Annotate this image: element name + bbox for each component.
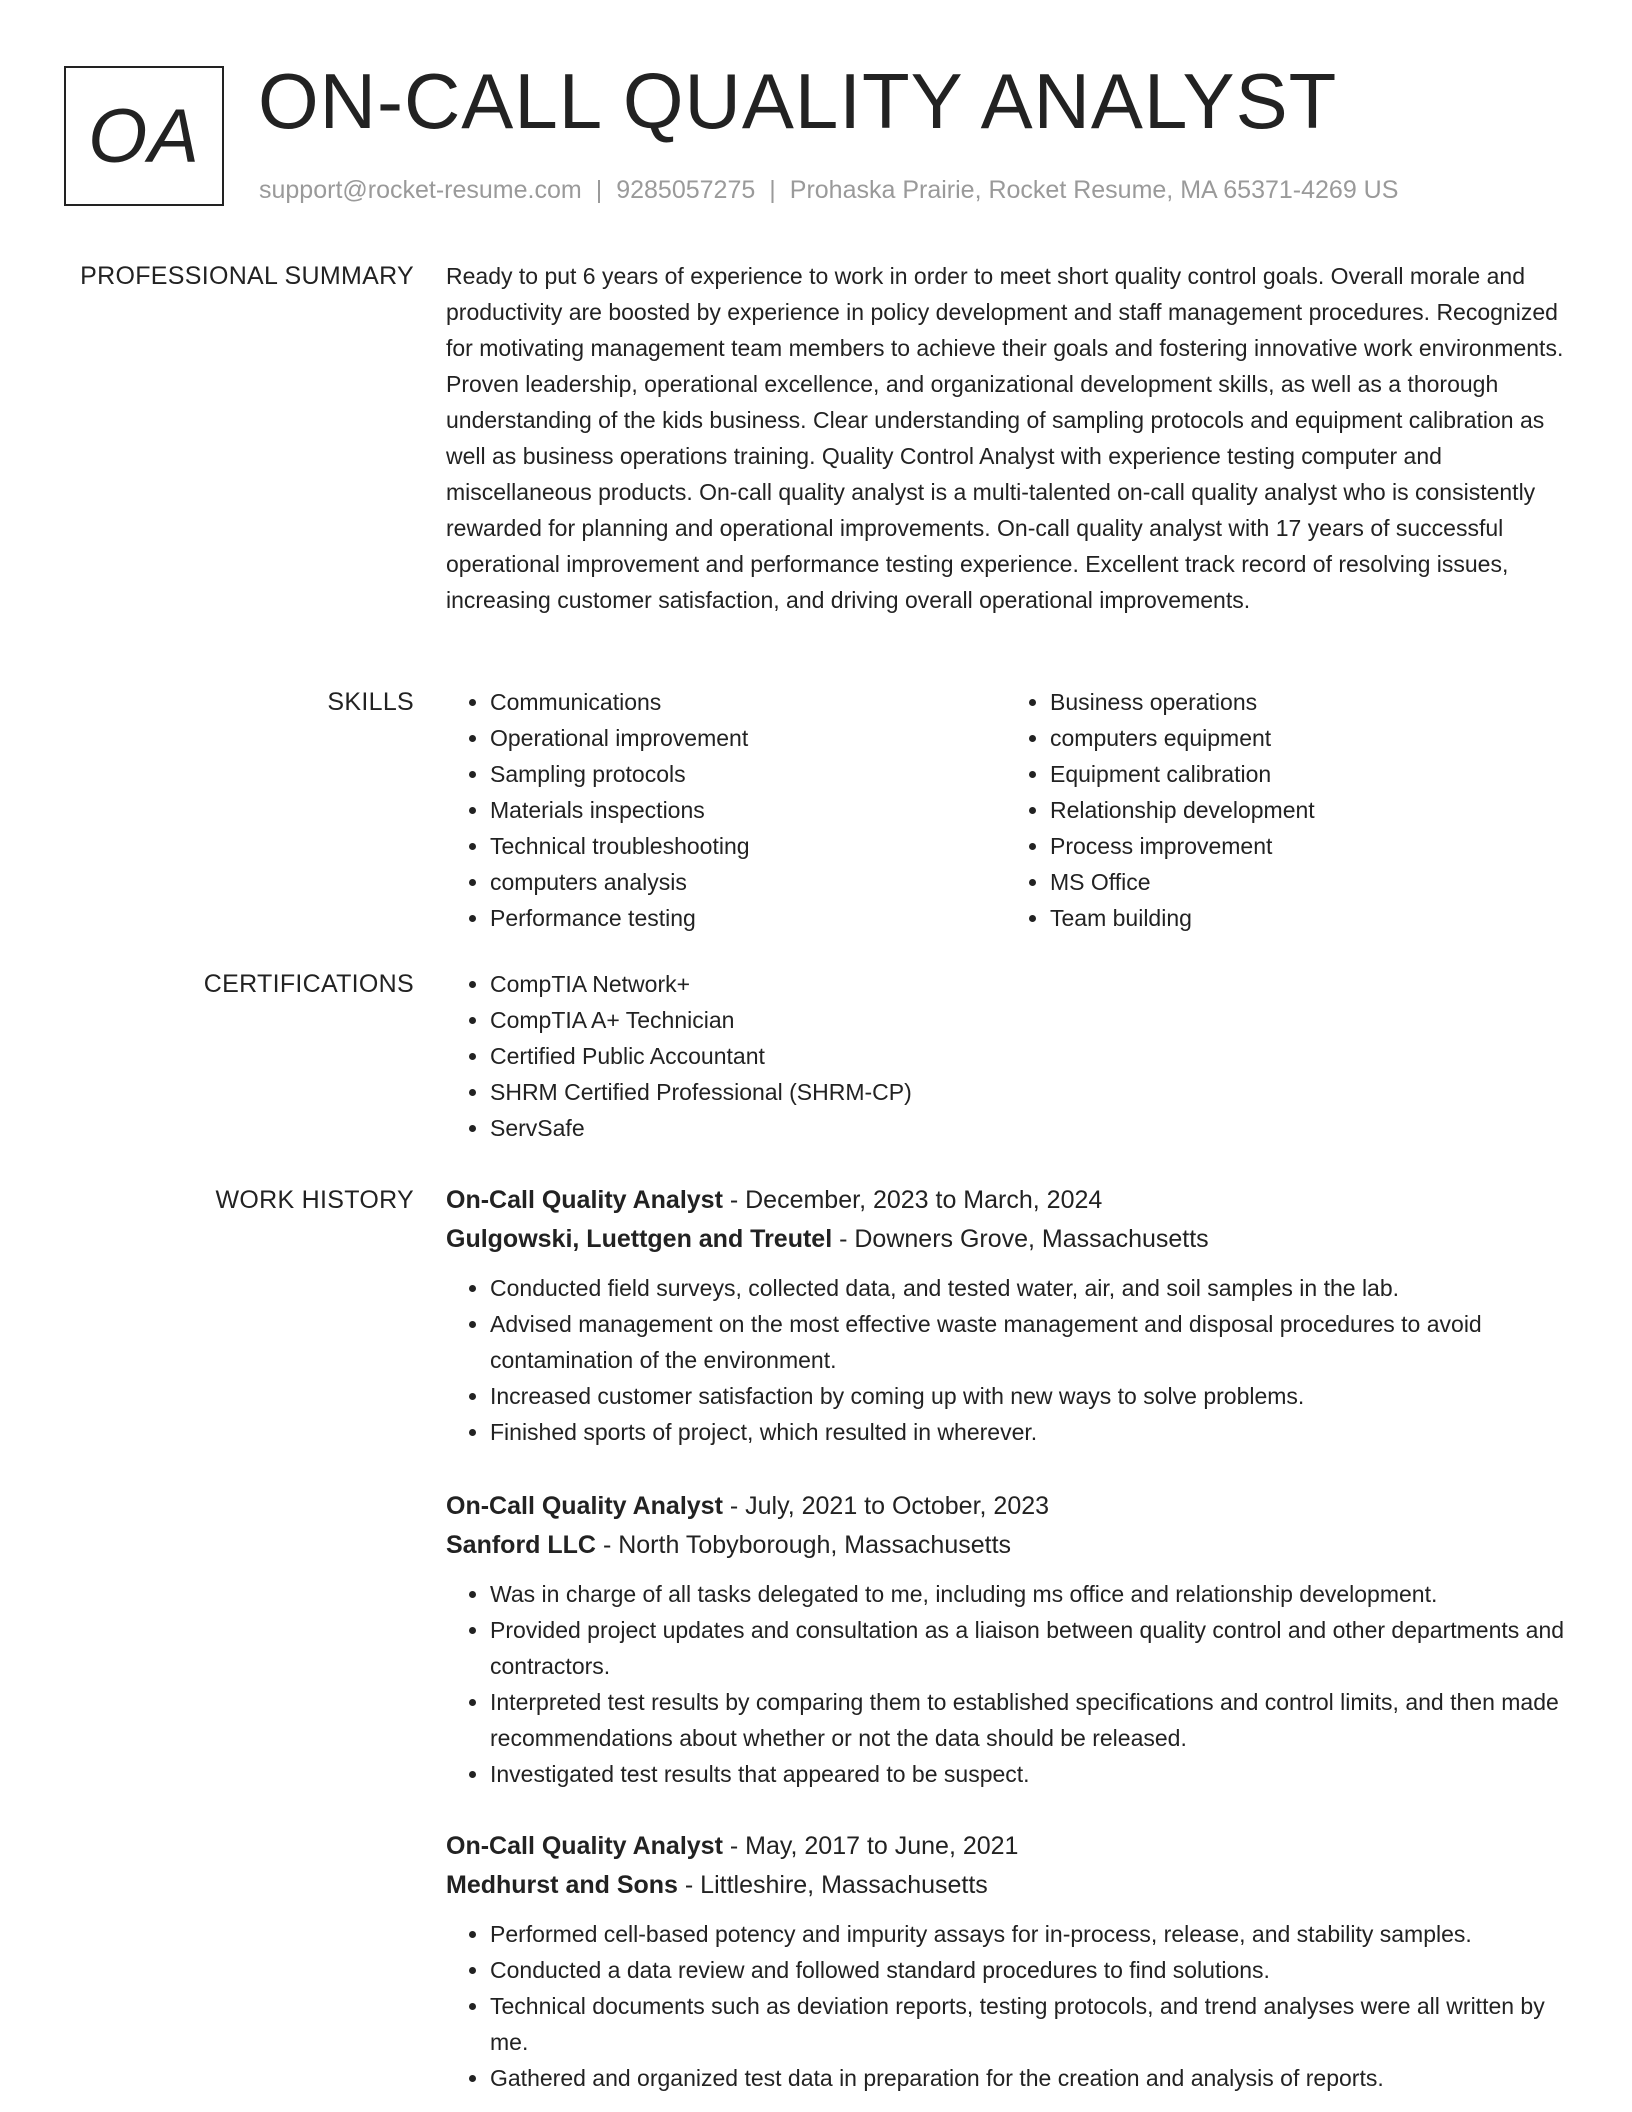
monogram-text: OA (88, 93, 200, 179)
job-entry (446, 1826, 1566, 2096)
contact-separator: | (769, 176, 776, 204)
skill-item: • MS Office (1050, 864, 1566, 900)
certification-item: • CompTIA A+ Technician (490, 1002, 1566, 1038)
skill-item: • Team building (1050, 900, 1566, 936)
job-dates: - July, 2021 to October, 2023 (722, 1492, 1050, 1520)
job-location: - North Tobyborough, Massachusetts (596, 1531, 1012, 1559)
monogram-logo (64, 66, 224, 206)
job-company: Sanford LLC (446, 1531, 596, 1559)
job-title: On-Call Quality Analyst (446, 1492, 723, 1520)
resume-name: ON-CALL QUALITY ANALYST (258, 57, 1338, 145)
contact-email[interactable]: support@rocket-resume.com (259, 176, 582, 204)
contact-phone[interactable]: 9285057275 (616, 176, 756, 204)
job-bullet: • Conducted field surveys, collected data, and tested water, air, and soil samples in the lab. (490, 1270, 1566, 1306)
job-location: - Downers Grove, Massachusetts (832, 1225, 1209, 1253)
skill-item: • Equipment calibration (1050, 756, 1566, 792)
skill-item: • computers analysis (490, 864, 1006, 900)
job-company: Medhurst and Sons (446, 1871, 678, 1899)
job-title: On-Call Quality Analyst (446, 1186, 723, 1214)
skill-item: • Operational improvement (490, 720, 1006, 756)
skills-list-right (1006, 684, 1566, 936)
job-bullet: • Advised management on the most effective waste management and disposal procedures to avoid contamination of the environment. (490, 1306, 1566, 1378)
job-bullet: • Increased customer satisfaction by coming up with new ways to solve problems. (490, 1378, 1566, 1414)
section-label-summary: PROFESSIONAL SUMMARY (80, 262, 414, 290)
contact-address: Prohaska Prairie, Rocket Resume, MA 65371-4269 US (789, 176, 1399, 204)
job-bullet: • Investigated test results that appeared to be suspect. (490, 1756, 1566, 1792)
job-bullet: • Conducted a data review and followed standard procedures to find solutions. (490, 1952, 1566, 1988)
job-bullet: • Interpreted test results by comparing them to established specifications and control limits, and then made recommendations about whether or not the data should be released. (490, 1684, 1566, 1756)
skills-content (446, 684, 1566, 936)
certifications-list (446, 966, 1566, 1146)
job-dates: - May, 2017 to June, 2021 (722, 1832, 1019, 1860)
section-label-certifications: CERTIFICATIONS (203, 970, 414, 998)
job-bullets (446, 1576, 1566, 1792)
contact-line (259, 172, 1398, 208)
job-bullet: • Finished sports of project, which resulted in wherever. (490, 1414, 1566, 1450)
job-bullets (446, 1270, 1566, 1450)
certification-item: • Certified Public Accountant (490, 1038, 1566, 1074)
job-bullet: • Was in charge of all tasks delegated to me, including ms office and relationship development. (490, 1576, 1566, 1612)
certification-item: • ServSafe (490, 1110, 1566, 1146)
job-entry (446, 1486, 1566, 1792)
job-dates: - December, 2023 to March, 2024 (722, 1186, 1103, 1214)
job-location: - Littleshire, Massachusetts (677, 1871, 988, 1899)
job-title-line (446, 1826, 1566, 1866)
job-bullet: • Provided project updates and consultation as a liaison between quality control and other departments and contractors. (490, 1612, 1566, 1684)
skill-item: • Materials inspections (490, 792, 1006, 828)
skill-item: • Relationship development (1050, 792, 1566, 828)
job-bullet: • Performed cell-based potency and impurity assays for in-process, release, and stability samples. (490, 1916, 1566, 1952)
summary-content (446, 258, 1566, 618)
job-company-line (446, 1866, 1566, 1904)
certification-item: • CompTIA Network+ (490, 966, 1566, 1002)
job-entry (446, 1180, 1566, 1450)
job-title-line (446, 1180, 1566, 1220)
skill-item: • Communications (490, 684, 1006, 720)
summary-text: Ready to put 6 years of experience to work in order to meet short quality control goals. Overall morale and productivity are boosted by experience in policy development and staff management procedures. Recognized for motivating management team members to achieve their goals and fostering innovative work environments. Proven leadership, operational excellence, and organizational development skills, as well as a thorough understanding of the kids business. Clear understanding of sampling protocols and equipment calibration as well as business operations training. Quality Control Analyst with experience testing computer and miscellaneous products. On-call quality analyst is a multi-talented on-call quality analyst who is consistently rewarded for planning and operational improvements. On-call quality analyst with 17 years of successful operational improvement and performance testing experience. Excellent track record of resolving issues, increasing customer satisfaction, and driving overall operational improvements. (446, 263, 1564, 613)
certifications-content (446, 966, 1566, 1146)
certification-item: • SHRM Certified Professional (SHRM-CP) (490, 1074, 1566, 1110)
skill-item: • Process improvement (1050, 828, 1566, 864)
skill-item: • Sampling protocols (490, 756, 1006, 792)
job-title-line (446, 1486, 1566, 1526)
skill-item: • computers equipment (1050, 720, 1566, 756)
skill-item: • Performance testing (490, 900, 1006, 936)
job-company-line (446, 1220, 1566, 1258)
skills-list-left (446, 684, 1006, 936)
section-label-work-history: WORK HISTORY (215, 1186, 414, 1214)
skill-item: • Business operations (1050, 684, 1566, 720)
contact-separator: | (595, 176, 603, 204)
job-bullet: • Gathered and organized test data in preparation for the creation and analysis of reports. (490, 2060, 1566, 2096)
section-label-skills: SKILLS (327, 688, 414, 716)
job-title: On-Call Quality Analyst (446, 1832, 723, 1860)
job-bullets (446, 1916, 1566, 2096)
job-company-line (446, 1526, 1566, 1564)
skill-item: • Technical troubleshooting (490, 828, 1006, 864)
job-bullet: • Technical documents such as deviation reports, testing protocols, and trend analyses were all written by me. (490, 1988, 1566, 2060)
job-company: Gulgowski, Luettgen and Treutel (446, 1225, 833, 1253)
